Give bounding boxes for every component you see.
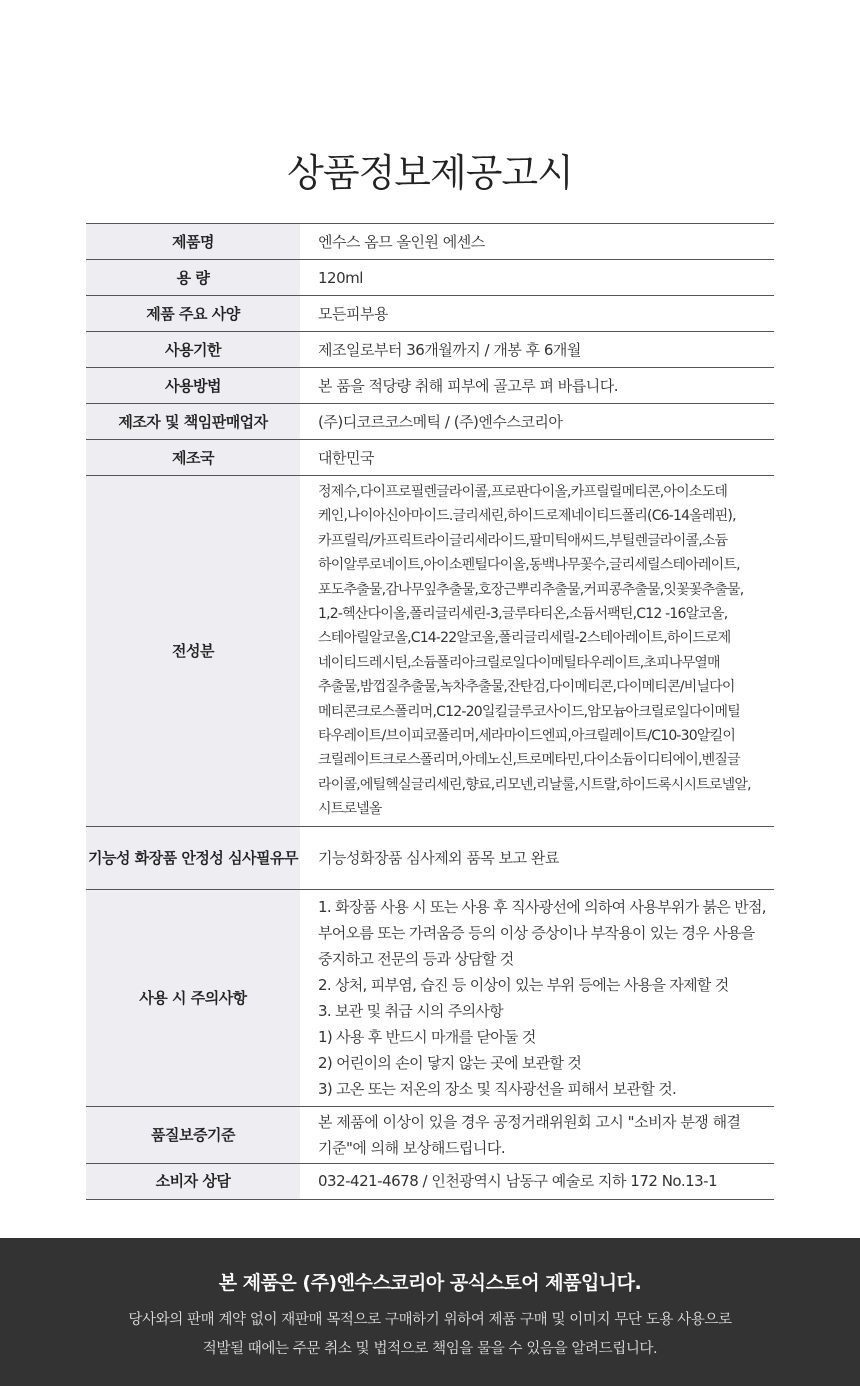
- ingredients-line: 추출물,밤껍질추출물,녹차추출물,잔탄검,다이메티콘,다이메티콘/비닐다이: [318, 679, 735, 696]
- table-row-functional: [86, 826, 774, 889]
- ingredients-line: 라이콜,에틸헥실글리세린,향료,리모넨,리날룰,시트랄,하이드록시시트로넬알,: [318, 776, 751, 793]
- table-row: [86, 404, 774, 440]
- row-label-manufacturer: 제조자 및 책임판매업자: [86, 404, 300, 440]
- notice-line: 당사와의 판매 계약 없이 재판매 목적으로 구매하기 위하여 제품 구매 및 이미지 무단 도용 사용으로: [128, 1312, 732, 1328]
- functional-label-line: 기능성 화장품 안정성: [87, 848, 224, 867]
- table-row-ingredients: [86, 476, 774, 827]
- functional-label-line: 심사필유무: [228, 848, 299, 867]
- row-label-volume: 용 량: [86, 260, 300, 296]
- row-value-volume: 120ml: [300, 260, 774, 296]
- row-value-expiry: 제조일로부터 36개월까지 / 개봉 후 6개월: [300, 332, 774, 368]
- caution-line: 1) 사용 후 반드시 마개를 닫아둘 것: [318, 1027, 536, 1046]
- table-row-quality: [86, 1106, 774, 1163]
- row-value-usage: 본 품을 적당량 취해 피부에 골고루 펴 바릅니다.: [300, 368, 774, 404]
- ingredients-list: [300, 476, 774, 827]
- ingredients-line: 하이알루로네이트,아이소펜틸다이올,동백나무꽃수,글리세릴스테아레이트,: [318, 557, 740, 574]
- notice-heading: 본 제품은 (주)엔수스코리아 공식스토어 제품입니다.: [218, 1272, 642, 1294]
- ingredients-line: 네이티드레시틴,소듐폴리아크릴로일다이메틸타우레이트,초피나무열매: [318, 654, 720, 671]
- table-row-caution: [86, 889, 774, 1106]
- quality-line: 본 제품에 이상이 있을 경우 공정거래위원회 고시 "소비자 분쟁 해결: [318, 1112, 741, 1131]
- caution-line: 3) 고온 또는 저온의 장소 및 직사광선을 피해서 보관할 것.: [318, 1079, 677, 1098]
- row-label-functional: [86, 826, 300, 889]
- ingredients-line: 메티콘크로스폴리머,C12-20일킬글루코사이드,암모늄아크릴로일다이메틸: [318, 703, 740, 720]
- row-label-ingredients: 전성분: [86, 476, 300, 827]
- row-value-quality: [300, 1106, 774, 1163]
- row-label-spec: 제품 주요 사양: [86, 296, 300, 332]
- caution-line: 2. 상처, 피부염, 습진 등 이상이 있는 부위 등에는 사용을 자제할 것: [318, 975, 729, 994]
- ingredients-line: 시트로넬올: [318, 801, 382, 818]
- caution-line: 부어오름 또는 가려움증 등의 이상 증상이나 부작용이 있는 경우 사용을: [318, 923, 755, 942]
- row-label-quality: 품질보증기준: [86, 1106, 300, 1163]
- ingredients-line: 크릴레이트크로스폴리머,아데노신,트로메타민,다이소듐이디티에이,벤질글: [318, 752, 740, 769]
- row-label-country: 제조국: [86, 440, 300, 476]
- row-value-manufacturer: (주)디코르코스메틱 / (주)엔수스코리아: [300, 404, 774, 440]
- product-info-table: [86, 223, 774, 1200]
- caution-line: 중지하고 전문의 등과 상담할 것: [318, 949, 514, 968]
- row-label-usage: 사용방법: [86, 368, 300, 404]
- row-label-product-name: 제품명: [86, 224, 300, 260]
- table-row: [86, 260, 774, 296]
- ingredients-line: 1,2-헥산다이올,폴리글리세린-3,글루타티온,소듐서팩틴,C12 -16알코올,: [318, 606, 728, 623]
- ingredients-line: 스테아릴알코올,C14-22알코올,폴리글리세릴-2스테아레이트,하이드로제: [318, 630, 731, 647]
- row-value-spec: 모든피부용: [300, 296, 774, 332]
- row-value-product-name: 엔수스 옴므 올인원 에센스: [300, 224, 774, 260]
- caution-line: 1. 화장품 사용 시 또는 사용 후 직사광선에 의하여 사용부위가 붉은 반점,: [318, 897, 766, 916]
- ingredients-line: 타우레이트/브이피코폴리머,세라마이드엔피,아크릴레이트/C10-30알킬이: [318, 728, 736, 745]
- ingredients-line: 케인,나이아신아마이드.글리세린,하이드로제네이티드폴리(C6-14올레핀),: [318, 508, 736, 525]
- ingredients-line: 카프릴릭/카프릭트라이글리세라이드,팔미틱애씨드,부틸렌글라이콜,소듐: [318, 532, 728, 549]
- table-row: [86, 368, 774, 404]
- caution-line: 2) 어린이의 손이 닿지 않는 곳에 보관할 것: [318, 1053, 582, 1072]
- notice-text: [0, 1306, 860, 1364]
- ingredients-line: 정제수,다이프로필렌글라이콜,프로판다이올,카프릴릴메티콘,아이소도데: [318, 484, 728, 500]
- row-value-functional: 기능성화장품 심사제외 품목 보고 완료: [300, 826, 774, 889]
- row-value-country: 대한민국: [300, 440, 774, 476]
- ingredients-line: 포도추출물,감나무잎추출물,호장근뿌리추출물,커피콩추출물,잇꽃꽃추출물,: [318, 581, 744, 598]
- notice-line: 적발될 때에는 주문 취소 및 법적으로 책임을 물을 수 있음을 알려드립니다.: [202, 1341, 658, 1357]
- row-label-consult: 소비자 상담: [86, 1163, 300, 1199]
- caution-list: [300, 889, 774, 1106]
- table-row: [86, 296, 774, 332]
- official-store-notice: [0, 1238, 860, 1386]
- quality-line: 기준"에 의해 보상해드립니다.: [318, 1138, 506, 1157]
- table-row: [86, 332, 774, 368]
- table-row: [86, 224, 774, 260]
- page-title: 상품정보제공고시: [287, 151, 573, 195]
- row-value-consult: 032-421-4678 / 인천광역시 남동구 예술로 지하 172 No.13-1: [300, 1163, 774, 1199]
- row-label-expiry: 사용기한: [86, 332, 300, 368]
- table-row-consult: [86, 1163, 774, 1199]
- table-row: [86, 440, 774, 476]
- row-label-caution: 사용 시 주의사항: [86, 889, 300, 1106]
- caution-line: 3. 보관 및 취급 시의 주의사항: [318, 1001, 503, 1020]
